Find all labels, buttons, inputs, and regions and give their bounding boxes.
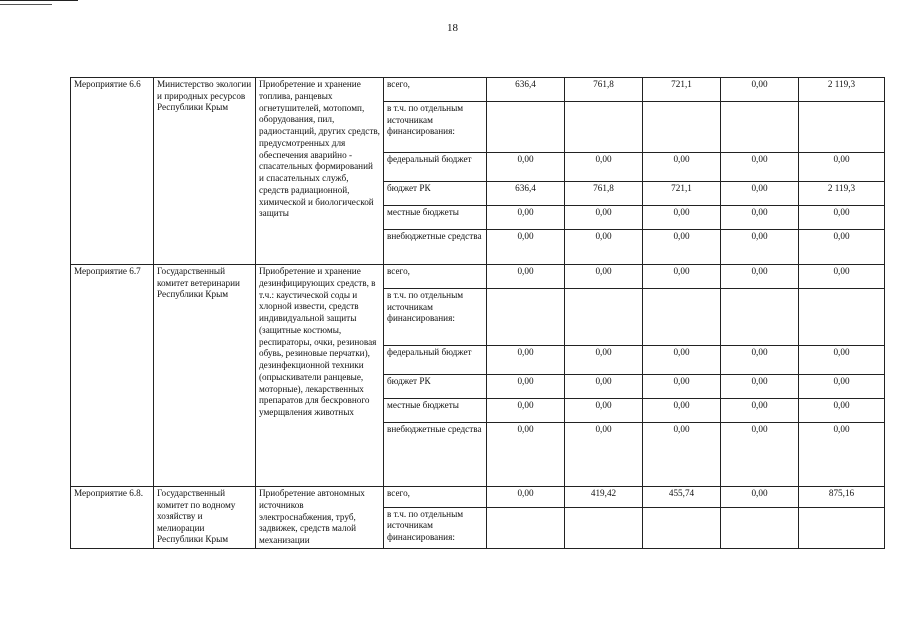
amount-cell: 0,00 [565, 206, 643, 230]
funding-source-cell: всего, [384, 487, 487, 508]
amount-cell: 636,4 [487, 78, 565, 102]
amount-cell: 0,00 [565, 423, 643, 487]
funding-source-cell: в т.ч. по отдельным источникам финансирования: [384, 102, 487, 153]
amount-cell: 0,00 [565, 153, 643, 182]
amount-cell: 0,00 [565, 346, 643, 375]
amount-cell [721, 102, 799, 153]
amount-cell: 2 119,3 [799, 78, 885, 102]
amount-cell: 0,00 [487, 423, 565, 487]
amount-cell: 0,00 [643, 265, 721, 289]
amount-cell: 0,00 [643, 206, 721, 230]
amount-cell: 636,4 [487, 182, 565, 206]
amount-cell: 0,00 [721, 487, 799, 508]
header-rule-short [0, 4, 52, 5]
amount-cell: 721,1 [643, 182, 721, 206]
amount-cell: 0,00 [487, 399, 565, 423]
table-row [71, 265, 885, 289]
amount-cell: 0,00 [799, 230, 885, 265]
amount-cell [487, 102, 565, 153]
amount-cell: 0,00 [721, 423, 799, 487]
amount-cell: 0,00 [799, 206, 885, 230]
amount-cell [799, 102, 885, 153]
amount-cell [721, 289, 799, 346]
funding-source-cell: местные бюджеты [384, 399, 487, 423]
amount-cell [565, 289, 643, 346]
amount-cell: 0,00 [799, 153, 885, 182]
funding-source-cell: всего, [384, 78, 487, 102]
funding-table [70, 77, 885, 549]
executor-cell: Министерство экологии и природных ресурсов Республики Крым [154, 78, 256, 265]
amount-cell: 0,00 [643, 230, 721, 265]
table-row [71, 487, 885, 508]
amount-cell [565, 102, 643, 153]
amount-cell: 761,8 [565, 182, 643, 206]
amount-cell [799, 289, 885, 346]
activity-code-cell: Мероприятие 6.7 [71, 265, 154, 487]
amount-cell: 0,00 [565, 230, 643, 265]
description-cell: Приобретение и хранение топлива, ранцевых огнетушителей, мотопомп, оборудования, пил, радиостанций, других средств, предусмотренных для обеспечения аварийно - спасательных формирований и спасательных служб, средств радиационной, химической и биологической защиты [256, 78, 384, 265]
amount-cell: 0,00 [721, 153, 799, 182]
funding-source-cell: в т.ч. по отдельным источникам финансирования: [384, 507, 487, 548]
amount-cell: 0,00 [721, 399, 799, 423]
amount-cell: 0,00 [643, 399, 721, 423]
amount-cell [487, 507, 565, 548]
table-row [71, 78, 885, 102]
funding-source-cell: федеральный бюджет [384, 346, 487, 375]
executor-cell: Государственный комитет ветеринарии Республики Крым [154, 265, 256, 487]
funding-source-cell: бюджет РК [384, 182, 487, 206]
amount-cell: 0,00 [565, 265, 643, 289]
amount-cell: 0,00 [487, 230, 565, 265]
amount-cell: 0,00 [643, 375, 721, 399]
amount-cell: 0,00 [487, 206, 565, 230]
amount-cell: 2 119,3 [799, 182, 885, 206]
amount-cell: 0,00 [799, 346, 885, 375]
amount-cell: 875,16 [799, 487, 885, 508]
amount-cell: 0,00 [643, 153, 721, 182]
funding-source-cell: местные бюджеты [384, 206, 487, 230]
amount-cell: 0,00 [721, 230, 799, 265]
amount-cell: 0,00 [799, 375, 885, 399]
executor-cell: Государственный комитет по водному хозяйству и мелиорации Республики Крым [154, 487, 256, 549]
amount-cell [565, 507, 643, 548]
amount-cell: 761,8 [565, 78, 643, 102]
funding-source-cell: в т.ч. по отдельным источникам финансирования: [384, 289, 487, 346]
amount-cell: 0,00 [799, 399, 885, 423]
amount-cell: 0,00 [721, 346, 799, 375]
amount-cell: 0,00 [721, 265, 799, 289]
funding-source-cell: внебюджетные средства [384, 423, 487, 487]
amount-cell: 0,00 [565, 399, 643, 423]
funding-table-body [71, 78, 885, 549]
amount-cell: 0,00 [721, 375, 799, 399]
activity-code-cell: Мероприятие 6.6 [71, 78, 154, 265]
description-cell: Приобретение и хранение дезинфицирующих средств, в т.ч.: каустической соды и хлорной извести, средств индивидуальной защиты (защитные костюмы, респираторы, очки, резиновая обувь, резиновые перчатки), дезинфекционной техники (опрыскиватели ранцевые, моторные), лекарственных препаратов для бескровного умерщвления животных [256, 265, 384, 487]
amount-cell [487, 289, 565, 346]
activity-code-cell: Мероприятие 6.8. [71, 487, 154, 549]
funding-source-cell: федеральный бюджет [384, 153, 487, 182]
amount-cell: 0,00 [721, 78, 799, 102]
amount-cell: 0,00 [565, 375, 643, 399]
description-cell: Приобретение автономных источников электроснабжения, труб, задвижек, средств малой механизации [256, 487, 384, 549]
amount-cell: 0,00 [721, 206, 799, 230]
funding-source-cell: внебюджетные средства [384, 230, 487, 265]
amount-cell [643, 102, 721, 153]
page-number: 18 [447, 22, 458, 34]
amount-cell: 721,1 [643, 78, 721, 102]
amount-cell [721, 507, 799, 548]
amount-cell: 0,00 [487, 346, 565, 375]
amount-cell: 419,42 [565, 487, 643, 508]
amount-cell: 0,00 [487, 375, 565, 399]
amount-cell: 455,74 [643, 487, 721, 508]
funding-source-cell: бюджет РК [384, 375, 487, 399]
amount-cell [799, 507, 885, 548]
amount-cell: 0,00 [643, 346, 721, 375]
amount-cell [643, 507, 721, 548]
amount-cell: 0,00 [487, 153, 565, 182]
amount-cell: 0,00 [799, 423, 885, 487]
amount-cell: 0,00 [721, 182, 799, 206]
amount-cell: 0,00 [643, 423, 721, 487]
amount-cell: 0,00 [799, 265, 885, 289]
amount-cell: 0,00 [487, 265, 565, 289]
funding-source-cell: всего, [384, 265, 487, 289]
header-rule [0, 0, 78, 1]
amount-cell: 0,00 [487, 487, 565, 508]
amount-cell [643, 289, 721, 346]
